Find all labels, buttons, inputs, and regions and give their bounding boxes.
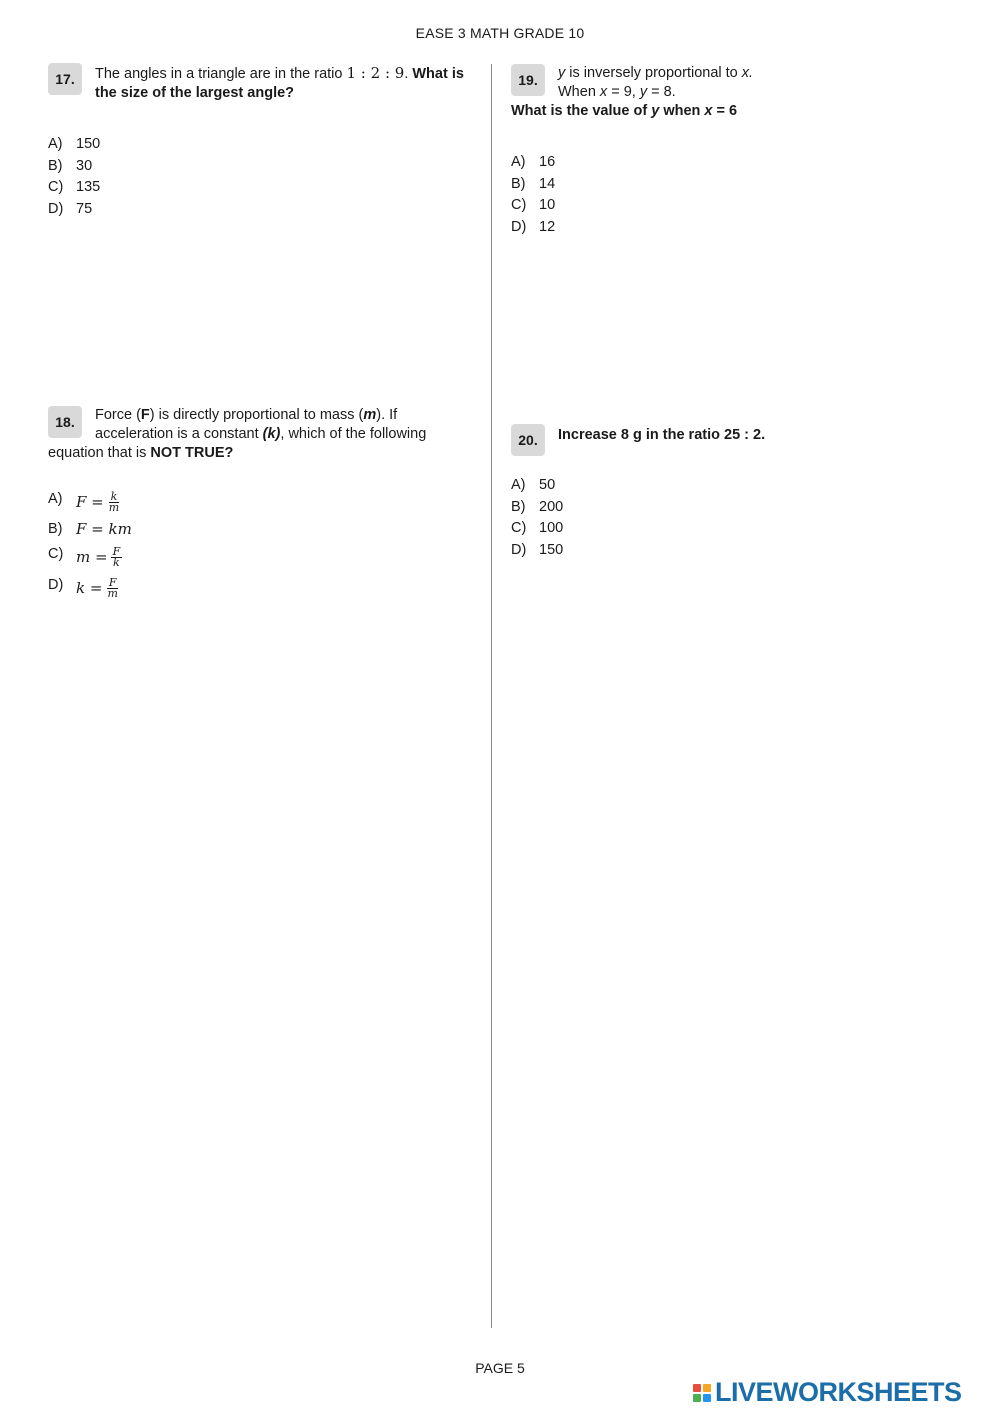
option-letter: D) — [511, 218, 527, 235]
option-letter: C) — [48, 179, 64, 195]
option-c[interactable] — [48, 542, 478, 573]
option-a[interactable] — [511, 152, 951, 174]
option-b[interactable] — [511, 497, 951, 519]
stem-text: , which of the following — [280, 426, 427, 442]
options-list — [48, 487, 478, 604]
prompt-text: when — [663, 103, 701, 119]
column-divider — [491, 64, 492, 1328]
option-value: 150 — [76, 136, 101, 152]
option-value: 200 — [539, 498, 564, 515]
option-a[interactable] — [48, 134, 478, 156]
option-letter: C) — [48, 546, 64, 562]
option-letter: D) — [48, 200, 64, 217]
option-letter: B) — [511, 175, 526, 192]
options-list — [48, 134, 478, 220]
option-b[interactable] — [48, 518, 478, 542]
options-list — [511, 475, 951, 561]
logo-square — [693, 1384, 701, 1392]
option-letter: C) — [511, 520, 527, 536]
stem-text: = 9, — [611, 84, 636, 100]
page-header: EASE 3 MATH GRADE 10 — [415, 25, 585, 41]
ratio-expression: 1 : 2 : 9 — [346, 64, 405, 82]
variable-y: y — [639, 84, 648, 100]
variable-y: y — [558, 65, 566, 81]
stem-text: = 8. — [651, 84, 676, 100]
prompt-text: What is the value of — [511, 103, 648, 119]
brand-logo[interactable] — [693, 1377, 962, 1408]
fraction-numerator: F — [112, 545, 121, 558]
option-value: 12 — [539, 218, 556, 235]
option-c[interactable] — [511, 518, 951, 540]
variable-y: y — [651, 103, 660, 119]
variable-k: (k) — [262, 426, 281, 442]
option-letter: B) — [48, 521, 63, 538]
logo-icon — [693, 1384, 711, 1402]
option-b[interactable] — [511, 174, 951, 196]
option-value: 100 — [539, 520, 564, 536]
stem-text: acceleration is a constant — [95, 426, 259, 442]
fraction-numerator: F — [108, 576, 117, 589]
option-letter: B) — [48, 157, 63, 174]
option-value: 75 — [76, 200, 93, 217]
stem-text: is inversely proportional to — [569, 65, 738, 81]
option-c[interactable] — [48, 177, 478, 199]
question-punctuation: . — [404, 66, 409, 82]
logo-square — [703, 1394, 711, 1402]
option-d[interactable] — [48, 199, 478, 221]
question-prompt-cont: the size of the largest angle? — [95, 85, 295, 101]
formula-lhs: F = — [76, 492, 104, 511]
option-value: 16 — [539, 154, 556, 170]
option-value: 10 — [539, 197, 556, 213]
option-value: 14 — [539, 175, 556, 192]
fraction — [107, 492, 121, 513]
question-prompt — [511, 102, 951, 121]
question-number: 17. — [48, 63, 82, 95]
option-d[interactable] — [48, 573, 478, 604]
option-letter: D) — [48, 577, 64, 593]
option-c[interactable] — [511, 195, 951, 217]
stem-text: equation that is — [48, 445, 147, 461]
fraction-denominator: k — [113, 556, 120, 569]
question-number: 18. — [48, 406, 82, 438]
option-letter: C) — [511, 197, 527, 213]
fraction — [111, 547, 123, 568]
question-number: 20. — [511, 424, 545, 456]
option-letter: A) — [48, 136, 63, 152]
stem-text: ) is directly proportional to mass ( — [149, 407, 364, 423]
fraction — [105, 578, 119, 599]
option-value: 30 — [76, 157, 93, 174]
fraction-denominator: m — [108, 501, 120, 514]
option-letter: A) — [511, 154, 526, 170]
formula-lhs: m = — [76, 547, 108, 566]
option-b[interactable] — [48, 156, 478, 178]
formula-lhs: k = — [76, 578, 103, 597]
option-d[interactable] — [511, 540, 951, 562]
fraction-numerator: k — [110, 490, 118, 503]
fraction-denominator: m — [107, 587, 118, 600]
variable-x: x — [599, 84, 608, 100]
page-number: PAGE 5 — [475, 1360, 525, 1376]
option-letter: A) — [511, 477, 526, 493]
question-text: The angles in a triangle are in the ratio — [95, 66, 343, 82]
variable-m: m — [363, 407, 377, 423]
question-18 — [48, 405, 478, 604]
option-a[interactable] — [511, 475, 951, 497]
question-17 — [48, 63, 478, 220]
variable-x: x. — [741, 65, 754, 81]
option-value: 150 — [539, 541, 564, 558]
stem-text: ). If — [376, 407, 398, 423]
formula: F = km — [76, 520, 132, 539]
variable-f: F — [140, 407, 150, 423]
question-20 — [511, 424, 951, 561]
option-letter: A) — [48, 491, 63, 507]
option-letter: B) — [511, 498, 526, 515]
brand-name: LIVEWORKSHEETS — [715, 1377, 962, 1407]
logo-square — [703, 1384, 711, 1392]
question-number: 19. — [511, 64, 545, 96]
question-19 — [511, 63, 951, 238]
stem-text: Force ( — [95, 407, 141, 423]
variable-x: x — [704, 103, 713, 119]
option-value: 135 — [76, 179, 101, 195]
option-value: 50 — [539, 477, 556, 493]
question-prompt: Increase 8 g in the ratio 25 : 2. — [558, 427, 766, 443]
option-letter: D) — [511, 541, 527, 558]
question-prompt: NOT TRUE? — [150, 445, 234, 461]
option-d[interactable] — [511, 217, 951, 239]
logo-square — [693, 1394, 701, 1402]
option-a[interactable] — [48, 487, 478, 518]
stem-text: When — [558, 84, 596, 100]
prompt-text: = 6 — [716, 103, 738, 119]
options-list — [511, 152, 951, 238]
question-prompt: What is — [412, 66, 464, 82]
